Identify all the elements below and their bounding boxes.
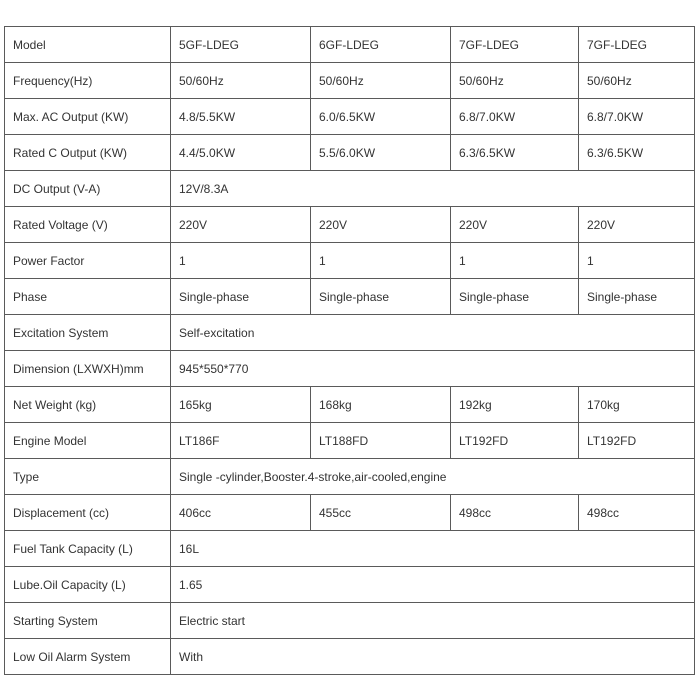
table-cell: 220V [311,207,451,243]
table-row [5,279,695,315]
table-cell: 220V [579,207,695,243]
row-label: Engine Model [5,423,171,459]
table-cell: Single-phase [171,279,311,315]
table-row [5,423,695,459]
table-row [5,603,695,639]
row-label: Frequency(Hz) [5,63,171,99]
table-cell: LT192FD [579,423,695,459]
row-label: Excitation System [5,315,171,351]
table-cell: 6.0/6.5KW [311,99,451,135]
table-row [5,567,695,603]
table-row [5,243,695,279]
table-cell: LT186F [171,423,311,459]
row-label: Displacement (cc) [5,495,171,531]
table-cell: 498cc [579,495,695,531]
row-label: Lube.Oil Capacity (L) [5,567,171,603]
table-row [5,387,695,423]
table-cell: 5.5/6.0KW [311,135,451,171]
row-label: Power Factor [5,243,171,279]
row-label: DC Output (V-A) [5,171,171,207]
table-cell: Self-excitation [171,315,695,351]
row-label: Rated Voltage (V) [5,207,171,243]
table-cell: LT192FD [451,423,579,459]
row-label: Rated C Output (KW) [5,135,171,171]
table-cell: 1 [311,243,451,279]
table-cell: 220V [451,207,579,243]
table-row [5,27,695,63]
table-cell: 168kg [311,387,451,423]
table-cell: 170kg [579,387,695,423]
table-row [5,63,695,99]
table-row [5,531,695,567]
table-row [5,135,695,171]
table-cell: 7GF-LDEG [451,27,579,63]
table-cell: With [171,639,695,675]
table-cell: 12V/8.3A [171,171,695,207]
table-cell: 16L [171,531,695,567]
table-cell: 1 [451,243,579,279]
table-row [5,207,695,243]
table-cell: 50/60Hz [311,63,451,99]
table-cell: 50/60Hz [579,63,695,99]
table-cell: 1 [171,243,311,279]
table-cell: 6.8/7.0KW [451,99,579,135]
table-cell: 6.3/6.5KW [579,135,695,171]
table-cell: Single-phase [311,279,451,315]
table-row [5,171,695,207]
row-label: Starting System [5,603,171,639]
table-cell: Single-phase [579,279,695,315]
table-cell: 945*550*770 [171,351,695,387]
table-row [5,459,695,495]
row-label: Dimension (LXWXH)mm [5,351,171,387]
table-row [5,99,695,135]
table-cell: 6.3/6.5KW [451,135,579,171]
table-cell: 455cc [311,495,451,531]
table-cell: 7GF-LDEG [579,27,695,63]
table-row [5,495,695,531]
table-cell: 165kg [171,387,311,423]
table-cell: 192kg [451,387,579,423]
row-label: Phase [5,279,171,315]
table-cell: 1.65 [171,567,695,603]
table-row [5,315,695,351]
row-label: Max. AC Output (KW) [5,99,171,135]
spec-table-body [5,27,695,675]
table-cell: Single -cylinder,Booster.4-stroke,air-cooled,engine [171,459,695,495]
table-cell: 4.4/5.0KW [171,135,311,171]
table-cell: 6.8/7.0KW [579,99,695,135]
table-cell: 50/60Hz [451,63,579,99]
row-label: Net Weight (kg) [5,387,171,423]
table-cell: LT188FD [311,423,451,459]
table-cell: 4.8/5.5KW [171,99,311,135]
table-cell: Single-phase [451,279,579,315]
table-cell: 1 [579,243,695,279]
table-cell: 5GF-LDEG [171,27,311,63]
row-label: Type [5,459,171,495]
generator-spec-table [4,26,695,675]
table-cell: 406cc [171,495,311,531]
table-cell: 498cc [451,495,579,531]
row-label: Low Oil Alarm System [5,639,171,675]
row-label: Fuel Tank Capacity (L) [5,531,171,567]
table-cell: 220V [171,207,311,243]
table-row [5,351,695,387]
table-cell: 50/60Hz [171,63,311,99]
table-cell: 6GF-LDEG [311,27,451,63]
row-label: Model [5,27,171,63]
table-row [5,639,695,675]
table-cell: Electric start [171,603,695,639]
